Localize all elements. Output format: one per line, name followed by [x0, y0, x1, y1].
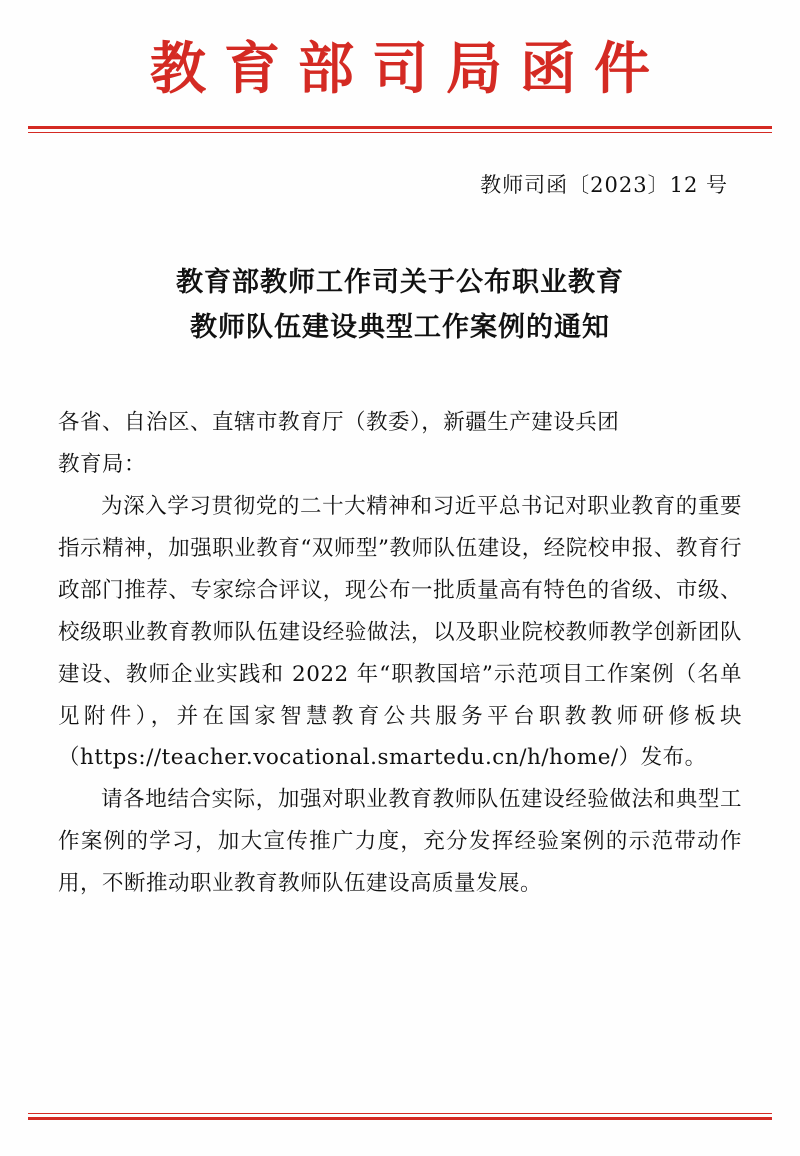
document-title — [88, 261, 712, 350]
body-paragraph-1: 为深入学习贯彻党的二十大精神和习近平总书记对职业教育的重要指示精神，加强职业教育“双师型”教师队伍建设，经院校申报、教育行政部门推荐、专家综合评议，现公布一批质量高有特色的省级、市级、校级职业教育教师队伍建设经验做法，以及职业院校教师教学创新团队建设、教师企业实践和 2022 年“职教国培”示范项目工作案例（名单见附件），并在国家智慧教育公共服务平台职教教师研修板块（https://teacher.vocational.smartedu.cn/h/home/）发布。 — [58, 493, 742, 771]
document-title-line-1: 教育部教师工作司关于公布职业教育 — [176, 267, 624, 298]
document-number: 教师司函〔2023〕12 号 — [480, 173, 728, 197]
document-header — [0, 0, 800, 104]
agency-letterhead-title: 教育部司局函件 — [150, 36, 668, 102]
header-divider — [28, 126, 772, 133]
header-divider-thick-line — [28, 126, 772, 129]
document-body — [58, 402, 742, 905]
body-paragraph-2: 请各地结合实际，加强对职业教育教师队伍建设经验做法和典型工作案例的学习，加大宣传推广力度，充分发挥经验案例的示范带动作用，不断推动职业教育教师队伍建设高质量发展。 — [58, 787, 742, 897]
footer-divider-thin-line — [28, 1113, 772, 1114]
header-divider-thin-line — [28, 132, 772, 133]
salutation-line-2: 教育局： — [58, 452, 147, 478]
salutation-line-1: 各省、自治区、直辖市教育厅（教委），新疆生产建设兵团 — [58, 410, 620, 436]
footer-divider-thick-line — [28, 1117, 772, 1120]
footer-divider — [28, 1113, 772, 1120]
document-title-line-2: 教师队伍建设典型工作案例的通知 — [190, 311, 610, 343]
